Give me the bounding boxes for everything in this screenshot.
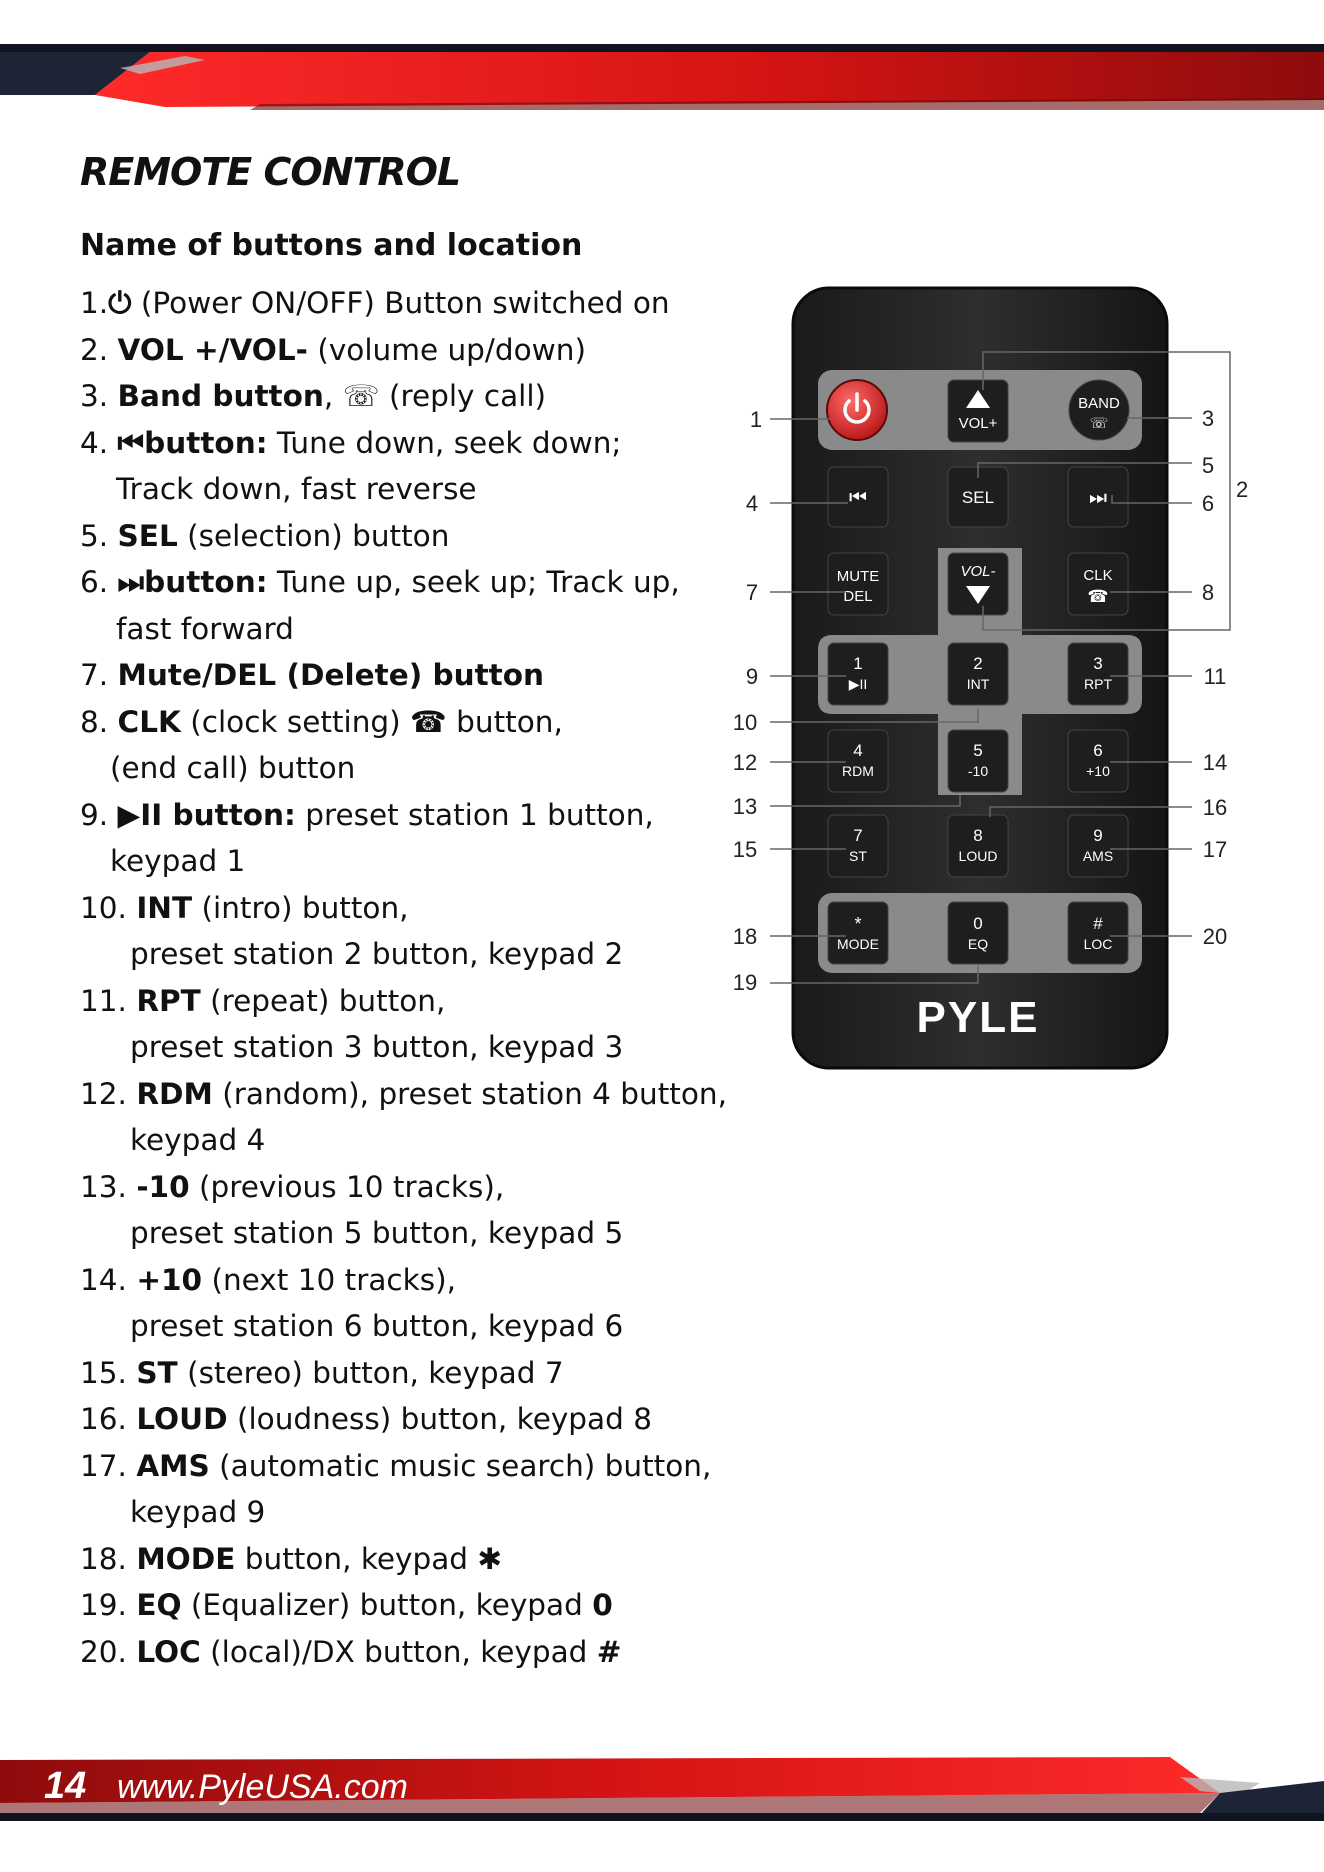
keypad-5[interactable] [948, 730, 1008, 792]
keypad-7[interactable] [828, 815, 888, 877]
callout-17: 17 [1202, 837, 1228, 862]
list-item: 16. LOUD (loudness) button, keypad 8 [80, 1402, 652, 1436]
callout-12: 12 [732, 750, 758, 775]
svg-text:+10: +10 [1086, 763, 1110, 779]
callout-16: 16 [1202, 795, 1228, 820]
end-call-icon: ☎ [1087, 587, 1109, 606]
callout-8: 8 [1201, 580, 1215, 605]
power-icon: ⏻ [108, 286, 132, 320]
skip-back-icon: ⏮ [849, 487, 867, 509]
sel-label: SEL [961, 488, 995, 507]
callout-10: 10 [732, 710, 758, 735]
keypad-hash[interactable] [1068, 902, 1128, 964]
list-item: 2. VOL +/VOL- (volume up/down) [80, 332, 586, 367]
keypad-4[interactable] [828, 730, 888, 792]
svg-text:AMS: AMS [1082, 848, 1114, 864]
svg-text:▶II: ▶II [848, 676, 868, 692]
callout-3: 3 [1201, 406, 1215, 431]
callout-4: 4 [745, 491, 759, 516]
list-item: 5. SEL (selection) button [80, 518, 450, 553]
svg-text:-10: -10 [967, 763, 989, 779]
mute-label: MUTE [836, 568, 880, 585]
page-number: 14 [44, 1765, 87, 1807]
svg-text:LOC: LOC [1083, 936, 1113, 952]
list-item: 14. +10 (next 10 tracks), preset station 6 button, keypad 6 [80, 1262, 624, 1343]
keypad-0[interactable] [948, 902, 1008, 964]
keypad-6[interactable] [1068, 730, 1128, 792]
callout-11: 11 [1203, 664, 1227, 689]
list-item: 8. CLK (clock setting) ☎ button, (end call) button [80, 704, 563, 785]
list-item: 11. RPT (repeat) button, preset station 3 button, keypad 3 [80, 983, 624, 1064]
svg-text:1: 1 [853, 654, 863, 673]
svg-text:5: 5 [973, 741, 983, 760]
callout-5: 5 [1201, 453, 1215, 478]
svg-text:8: 8 [973, 826, 983, 845]
list-item: 20. LOC (local)/DX button, keypad # [80, 1634, 622, 1669]
keypad-2[interactable] [948, 643, 1008, 705]
brand-logo: PYLE [916, 993, 1040, 1042]
svg-text:*: * [854, 914, 862, 934]
skip-back-icon: ⏮ [117, 425, 145, 460]
svg-text:2: 2 [973, 654, 983, 673]
callout-20: 20 [1202, 924, 1228, 949]
list-item: 18. MODE button, keypad ✱ [80, 1541, 503, 1576]
page-subtitle: Name of buttons and location [80, 228, 583, 263]
reply-call-icon: ☏ [1089, 415, 1109, 432]
callout-2: 2 [1236, 477, 1248, 502]
svg-text:3: 3 [1093, 654, 1103, 673]
list-item: 13. -10 (previous 10 tracks), preset station 5 button, keypad 5 [80, 1169, 624, 1250]
list-item: 19. EQ (Equalizer) button, keypad 0 [80, 1588, 613, 1622]
list-item: 17. AMS (automatic music search) button, keypad 9 [80, 1448, 712, 1529]
list-item: 7. Mute/DEL (Delete) button [80, 658, 545, 692]
vol-up-label: VOL+ [958, 415, 998, 432]
list-item: 1.⏻ (Power ON/OFF) Button switched on [80, 286, 670, 320]
svg-text:MODE: MODE [837, 936, 879, 952]
list-item: 6. ⏭button: Tune up, seek up; Track up, fast forward [80, 565, 680, 646]
clk-label: CLK [1083, 567, 1113, 584]
del-label: DEL [843, 588, 873, 605]
svg-text:LOUD: LOUD [958, 848, 998, 864]
callout-7: 7 [745, 580, 759, 605]
website-link[interactable]: www.PyleUSA.com [117, 1768, 408, 1806]
keypad-star[interactable] [828, 902, 888, 964]
callout-15: 15 [732, 837, 758, 862]
svg-text:ST: ST [849, 848, 867, 864]
star-icon: ✱ [477, 1541, 503, 1576]
svg-text:0: 0 [973, 914, 983, 933]
vol-up-button[interactable] [948, 380, 1008, 442]
band-label: BAND [1078, 395, 1120, 412]
svg-text:6: 6 [1093, 741, 1103, 760]
page-title: REMOTE CONTROL [80, 150, 461, 194]
remote-illustration [728, 280, 1248, 1080]
skip-forward-icon: ⏭ [117, 565, 145, 599]
svg-text:9: 9 [1093, 826, 1103, 845]
list-item: 12. RDM (random), preset station 4 button, keypad 4 [80, 1076, 727, 1157]
svg-text:#: # [1093, 914, 1103, 933]
callout-19: 19 [732, 970, 758, 995]
end-call-icon: ☎ [410, 704, 447, 739]
keypad-8[interactable] [948, 815, 1008, 877]
keypad-9[interactable] [1068, 815, 1128, 877]
svg-text:INT: INT [966, 676, 990, 692]
callout-14: 14 [1202, 750, 1228, 775]
button-list [80, 280, 730, 1675]
callout-6: 6 [1201, 491, 1215, 516]
callout-18: 18 [732, 924, 758, 949]
callout-1: 1 [749, 407, 763, 432]
skip-forward-icon: ⏭ [1089, 487, 1107, 509]
callout-9: 9 [745, 664, 759, 689]
list-item: 15. ST (stereo) button, keypad 7 [80, 1355, 564, 1390]
play-pause-icon: ▶II [117, 797, 173, 832]
svg-text:4: 4 [853, 741, 863, 760]
header-banner [0, 0, 1324, 110]
reply-call-icon: ☏ [342, 379, 380, 413]
list-item: 10. INT (intro) button, preset station 2 button, keypad 2 [80, 890, 624, 971]
list-item: 9. ▶II button: preset station 1 button, keypad 1 [80, 797, 654, 878]
svg-text:EQ: EQ [967, 936, 989, 952]
callout-13: 13 [732, 794, 758, 819]
list-item: 4. ⏮button: Tune down, seek down; Track down, fast reverse [80, 425, 622, 506]
svg-text:7: 7 [853, 826, 863, 845]
keypad-3[interactable] [1068, 643, 1128, 705]
keypad-1[interactable] [828, 643, 888, 705]
svg-text:RPT: RPT [1084, 676, 1112, 692]
vol-down-label: VOL- [960, 563, 996, 580]
list-item: 3. Band button, ☏ (reply call) [80, 379, 547, 413]
svg-text:RDM: RDM [842, 763, 874, 779]
